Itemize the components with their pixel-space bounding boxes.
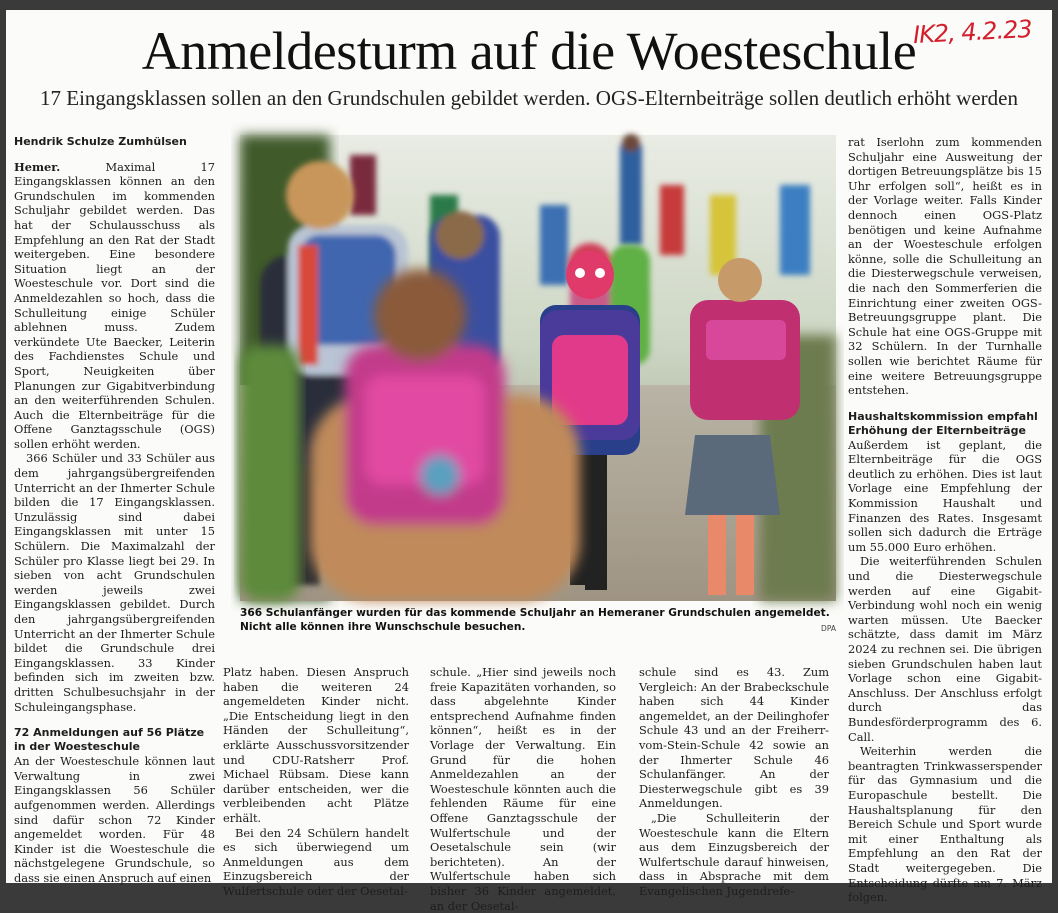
paragraph: 366 Schüler und 33 Schüler aus dem jahrgangsübergreifenden Unterricht an der Ihmerter Schule bilden die 17 Eingangsklassen. Unzulässig sind dabei Eingangsklassen mit unter 15 Schülern. Die Maximalzahl der Schüler pro Klasse liegt bei 29. In sieben von acht Grundschulen werden jeweils zwei Eingangsklassen gebildet. Durch den jahrgangsübergreifenden Unterricht an der Ihmerter Schule bildet die Grundschule drei Eingangsklassen. 33 Kinder befinden sich im zweiten bzw. dritten Schulbesuchsjahr in der Schuleingangsphase. bbox=[14, 451, 215, 714]
paragraph: An der Woesteschule können laut Verwaltung in zwei Eingangsklassen 56 Schüler aufgenommen werden. Allerdings sind dafür schon 72 Kinder angemeldet worden. Für 48 Kinder ist die Woesteschule die nächstgelegene Grundschule, so dass sie einen Anspruch auf einen bbox=[14, 754, 215, 885]
column-5 bbox=[848, 135, 1042, 905]
paragraph: „Die Schulleiterin der Woesteschule kann die Eltern aus dem Einzugsbereich der Wulfertschule darauf hinweisen, dass in Absprache mit dem Evangelischen Jugendrefe- bbox=[639, 810, 829, 898]
handwritten-note: IK2, 4.2.23 bbox=[912, 14, 1033, 50]
paragraph: Weiterhin werden die beantragten Trinkwasserspender für das Gymnasium und die Europaschule bestellt. Die Haushaltsplanung für den Bereich Schule und Sport wurde mit einer Enthaltung als Empfehlung an den Rat der Stadt weitergegeben. Die Entscheidung dürfte am 7. März folgen. bbox=[848, 744, 1042, 905]
author-byline: Hendrik Schulze Zumhülsen bbox=[14, 135, 187, 148]
column-2 bbox=[223, 665, 409, 899]
paragraph: schule. „Hier sind jeweils noch freie Kapazitäten vorhanden, so dass abgelehnte Kinder entsprechend Aufnahme finden können“, heißt es in der Vorlage der Verwaltung. Ein Grund für die hohen Anmeldezahlen an der Woesteschule könnten auch die fehlenden Räume für eine Offene Ganztagsschule der Wulfertschule und der Oesetalschule sein (wir berichteten). An der Wulfertschule haben sich bisher 36 Kinder angemeldet, an der Oesetal- bbox=[430, 665, 616, 913]
article-photo bbox=[240, 135, 836, 601]
column-4 bbox=[639, 665, 829, 899]
newspaper-page bbox=[6, 10, 1052, 913]
photo-credit: DPA bbox=[821, 624, 836, 633]
subheadline: 17 Eingangsklassen sollen an den Grundschulen gebildet werden. OGS-Elternbeiträge sollen deutlich erhöht werden bbox=[40, 86, 1018, 110]
paragraph-text: Maximal 17 Eingangsklassen können an den Grundschulen im kommenden Schuljahr gebildet werden. Das hat der Schulausschuss als Empfehlung an den Rat der Stadt weitergeben. Eine besondere Situation liegt an der Woesteschule vor. Dort sind die Anmeldezahlen so hoch, dass die Schulleitung einige Schüler ablehnen muss. Zudem verkündete Ute Baecker, Leiterin des Fachdienstes Schule und Sport, Neuigkeiten über Planungen zur Gigabitverbindung an den weiterführenden Schulen. Auch die Elternbeiträge für die Offene Ganztagsschule (OGS) sollen erhöht werden. bbox=[14, 159, 215, 451]
paragraph: rat Iserlohn zum kommenden Schuljahr eine Ausweitung der dortigen Betreuungsplätze bis 15 Uhr erfolgen soll“, heißt es in der Vorlage weiter. Falls Kinder dennoch einen OGS-Platz benötigen und keine Aufnahme an der Woesteschule erfolgen könne, solle die Schulleitung an die Diesterwegschule verweisen, die nach den Sommerferien die Einrichtung einer zweiten OGS-Betreuungsgruppe plant. Die Schule hat eine OGS-Gruppe mit 32 Schülern. In der Turnhalle sollen wie berichtet Räume für eine weitere Betreuungsgruppe entstehen. bbox=[848, 135, 1042, 398]
paragraph: Platz haben. Diesen Anspruch haben die weiteren 24 angemeldeten Kinder nicht. „Die Entscheidung liegt in den Händen der Schulleitung“, erklärte Ausschussvorsitzender und CDU-Ratsherr Prof. Michael Rübsam. Diese kann darüber entscheiden, wer die verbleibenden acht Plätze erhält. bbox=[223, 665, 409, 825]
section-subhead: Haushaltskommission empfahl Erhöhung der Elternbeiträge bbox=[848, 409, 1038, 437]
section-subhead: 72 Anmeldungen auf 56 Plätze in der Woesteschule bbox=[14, 726, 205, 754]
dateline: Hemer. bbox=[14, 159, 61, 174]
headline: Anmeldesturm auf die Woesteschule bbox=[141, 21, 917, 81]
paragraph: Die weiterführenden Schulen und die Diesterwegschule werden auf eine Gigabit-Verbindung wohl noch ein wenig warten müssen. Ute Baecker schätzte, dass damit im März 2024 zu rechnen sei. Die übrigen sieben Grundschulen haben laut Vorlage schon eine Gigabit-Anschluss. Der Anschluss erfolgt durch das Bundesförderprogramm des 6. Call. bbox=[848, 554, 1042, 744]
paragraph bbox=[14, 160, 215, 452]
paragraph: Bei den 24 Schülern handelt es sich überwiegend um Anmeldungen aus dem Einzugsbereich der Wulfertschule oder der Oesetal- bbox=[223, 825, 409, 898]
photo-caption: 366 Schulanfänger wurden für das kommende Schuljahr an Hemeraner Grundschulen angemeldet. Nicht alle können ihre Wunschschule besuchen. bbox=[240, 607, 830, 633]
paragraph: Außerdem ist geplant, die Elternbeiträge für die OGS deutlich zu erhöhen. Dies ist laut Vorlage eine Empfehlung der Kommission Haushalt und Finanzen des Rates. Insgesamt sollen sich dadurch die Erträge um 55.000 Euro erhöhen. bbox=[848, 437, 1042, 554]
schoolchildren-photo bbox=[240, 135, 836, 601]
column-3 bbox=[430, 665, 616, 913]
paragraph: schule sind es 43. Zum Vergleich: An der Brabeckschule haben sich 44 Kinder angemeldet, an der Deilinghofer Schule 43 und an der Freiherr-vom-Stein-Schule 42 sowie an der Ihmerter Schule 46 Schulanfänger. An der Diesterwegschule gibt es 39 Anmeldungen. bbox=[639, 665, 829, 811]
column-1 bbox=[14, 135, 215, 886]
